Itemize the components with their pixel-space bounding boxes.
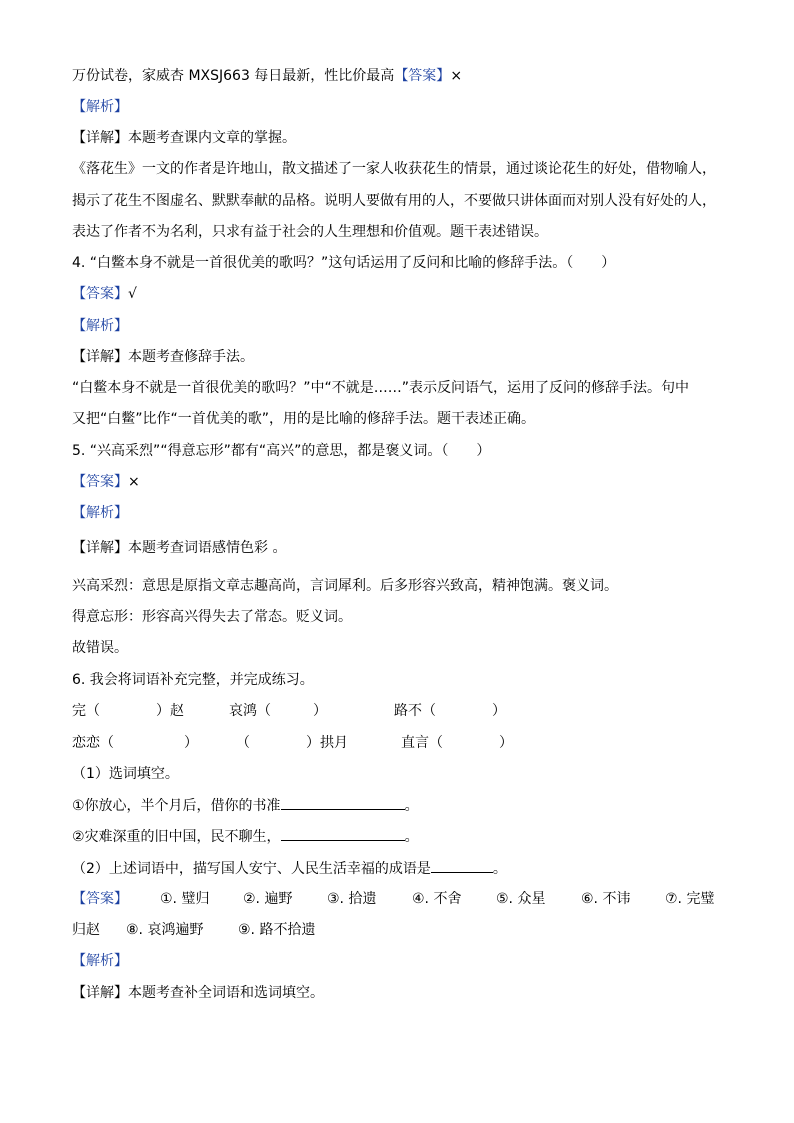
answer-label: 【答案】 bbox=[72, 891, 128, 907]
answer-line bbox=[72, 889, 128, 909]
paragraph-line: 《落花生》一文的作者是许地山，散文描述了一家人收获花生的情景，通过谈论花生的好处，借物喻人， bbox=[72, 161, 716, 177]
question-6: 6. 我会将词语补充完整，并完成练习。 bbox=[72, 672, 314, 688]
answer-label: 【答案】 bbox=[72, 474, 128, 490]
answer-item: ⑨. 路不拾遗 bbox=[238, 922, 316, 938]
answer-item: ⑦. 完璧 bbox=[665, 891, 715, 907]
detail-text: 本题考查词语感情色彩 。 bbox=[128, 540, 287, 556]
detail-text: 本题考查课内文章的掌握。 bbox=[128, 130, 296, 146]
detail-label: 【详解】 bbox=[72, 540, 128, 556]
fill-sentence bbox=[72, 826, 419, 847]
word-blank: 完（ ）赵 bbox=[72, 703, 184, 719]
answer-item: ②. 遍野 bbox=[243, 891, 293, 907]
paragraph-line: 揭示了花生不图虚名、默默奉献的品格。说明人要做有用的人，不要做只讲体面而对别人没有好处的人， bbox=[72, 193, 716, 209]
paragraph-line: “白鳖本身不就是一首很优美的歌吗？”中“不就是……”表示反问语气，运用了反问的修辞手法。句中 bbox=[72, 380, 690, 396]
detail-line bbox=[72, 983, 324, 1003]
fill-sentence bbox=[72, 795, 419, 816]
answer-mark: × bbox=[128, 474, 140, 490]
detail-text: 本题考查修辞手法。 bbox=[128, 349, 254, 365]
answer-mark: × bbox=[450, 68, 463, 84]
sentence-end: 。 bbox=[492, 861, 507, 877]
word-blank: 恋恋（ ） bbox=[72, 735, 198, 751]
detail-line bbox=[72, 538, 286, 558]
paragraph-line: 故错误。 bbox=[72, 640, 128, 656]
sub-question-1: （1）选词填空。 bbox=[72, 766, 179, 782]
analysis-label: 【解析】 bbox=[72, 953, 128, 969]
answer-item: 归赵 bbox=[72, 922, 100, 938]
answer-label: 【答案】 bbox=[394, 68, 451, 84]
question-5: 5. “兴高采烈”“得意忘形”都有“高兴”的意思，都是褒义词。（ ） bbox=[72, 443, 491, 459]
paragraph-line: 表达了作者不为名利，只求有益于社会的人生理想和价值观。题干表述错误。 bbox=[72, 224, 548, 240]
detail-label: 【详解】 bbox=[72, 130, 128, 146]
answer-label: 【答案】 bbox=[72, 286, 128, 302]
answer-item: ⑧. 哀鸿遍野 bbox=[126, 922, 204, 938]
detail-text: 本题考查补全词语和选词填空。 bbox=[128, 985, 324, 1001]
answer-item: ③. 拾遗 bbox=[327, 891, 377, 907]
detail-line bbox=[72, 347, 254, 367]
answer-item: ⑤. 众星 bbox=[496, 891, 546, 907]
detail-label: 【详解】 bbox=[72, 349, 128, 365]
answer-blank[interactable] bbox=[281, 826, 405, 841]
sub-question-2 bbox=[72, 858, 507, 879]
sentence-text: （2）上述词语中，描写国人安宁、人民生活幸福的成语是 bbox=[72, 861, 431, 877]
paragraph-line: 得意忘形：形容高兴得失去了常态。贬义词。 bbox=[72, 609, 352, 625]
answer-item: ⑥. 不讳 bbox=[581, 891, 631, 907]
word-fill-row bbox=[72, 701, 184, 721]
answer-item: ①. 璧归 bbox=[160, 891, 210, 907]
word-blank: 直言（ ） bbox=[401, 735, 513, 751]
analysis-label: 【解析】 bbox=[72, 99, 128, 115]
sentence-text: ②灾难深重的旧中国，民不聊生， bbox=[72, 829, 281, 845]
sentence-end: 。 bbox=[404, 829, 419, 845]
word-blank: 路不（ ） bbox=[394, 703, 506, 719]
word-blank: （ ）拱月 bbox=[236, 735, 348, 751]
answer-line bbox=[72, 284, 137, 304]
analysis-label: 【解析】 bbox=[72, 505, 128, 521]
answer-blank[interactable] bbox=[281, 795, 405, 810]
answer-line bbox=[72, 472, 140, 492]
header-line bbox=[72, 66, 462, 86]
paragraph-line: 又把“白鳖”比作“一首优美的歌”，用的是比喻的修辞手法。题干表述正确。 bbox=[72, 411, 536, 427]
paragraph-line: 兴高采烈：意思是原指文章志趣高尚，言词犀利。后多形容兴致高，精神饱满。褒义词。 bbox=[72, 578, 618, 594]
question-4: 4. “白鳖本身不就是一首很优美的歌吗？”这句话运用了反问和比喻的修辞手法。（ ） bbox=[72, 255, 616, 271]
sentence-end: 。 bbox=[404, 798, 419, 814]
answer-mark: √ bbox=[128, 286, 137, 302]
word-blank: 哀鸿（ ） bbox=[229, 703, 327, 719]
detail-label: 【详解】 bbox=[72, 985, 128, 1001]
header-text: 万份试卷，家威杏 MXSJ663 每日最新，性比价最高 bbox=[72, 68, 395, 84]
analysis-label: 【解析】 bbox=[72, 318, 128, 334]
sentence-text: ①你放心，半个月后，借你的书准 bbox=[72, 798, 281, 814]
detail-line bbox=[72, 128, 296, 148]
answer-blank[interactable] bbox=[431, 858, 493, 873]
answer-item: ④. 不舍 bbox=[412, 891, 462, 907]
